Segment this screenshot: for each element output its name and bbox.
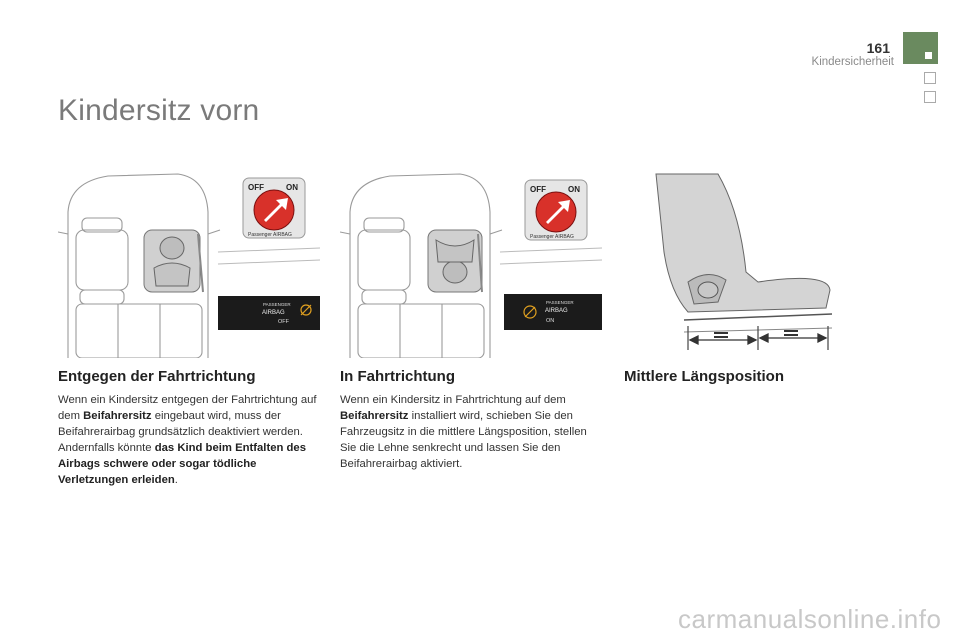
switch-on-label: ON [568,185,580,194]
figure-rear-facing [58,172,320,358]
switch-on-label: ON [286,183,298,192]
chapter-tab-empty-1[interactable] [924,72,936,84]
switch-off-label: OFF [530,185,546,194]
display-line2: AIRBAG [545,308,568,314]
text-bold: Beifahrersitz [83,410,152,422]
heading-seat-position: Mittlere Längsposition [624,368,785,385]
page-title: Kindersitz vorn [58,94,260,127]
display-state: ON [546,318,555,324]
text-part: eingebaut wird, muss der Beifahrerairbag grundsätzlich deaktiviert werden. Andernfalls könnte [58,410,303,454]
display-state: OFF [278,319,289,325]
heading-forward-facing: In Fahrtrichtung [340,368,455,385]
text-forward-facing [340,392,602,472]
display-line1: PASSENGER [546,300,574,305]
text-part: Wenn ein Kindersitz entgegen der Fahrtrichtung auf dem [58,394,317,422]
display-line2: AIRBAG [262,310,285,316]
page-number: 161 [866,40,890,56]
text-part: Wenn ein Kindersitz in Fahrtrichtung auf dem [340,394,566,406]
heading-rear-facing: Entgegen der Fahrtrichtung [58,368,256,385]
switch-caption: Passenger AIRBAG [248,232,292,238]
text-bold-warning: das Kind beim Entfalten des Airbags schwere oder sogar tödliche Verletzungen erleiden [58,442,306,486]
text-part: . [174,474,178,486]
text-rear-facing [58,392,320,488]
tab-marker [925,52,932,59]
switch-caption: Passenger AIRBAG [530,234,574,240]
text-part: installiert wird, schieben Sie den Fahrzeugsitz in die mittlere Längsposition, stellen Sie die Lehne senkrecht und lassen Sie den Beifahrerairbag aktiviert. [340,410,587,470]
switch-off-label: OFF [248,183,264,192]
watermark: carmanualsonline.info [678,604,942,634]
text-bold: Beifahrersitz [340,410,409,422]
chapter-tab-active[interactable] [903,32,938,64]
figure-seat-position [648,172,838,358]
figure-forward-facing [340,172,602,358]
chapter-title: Kindersicherheit [811,56,894,68]
display-line1: PASSENGER [263,302,291,307]
chapter-tab-empty-2[interactable] [924,91,936,103]
